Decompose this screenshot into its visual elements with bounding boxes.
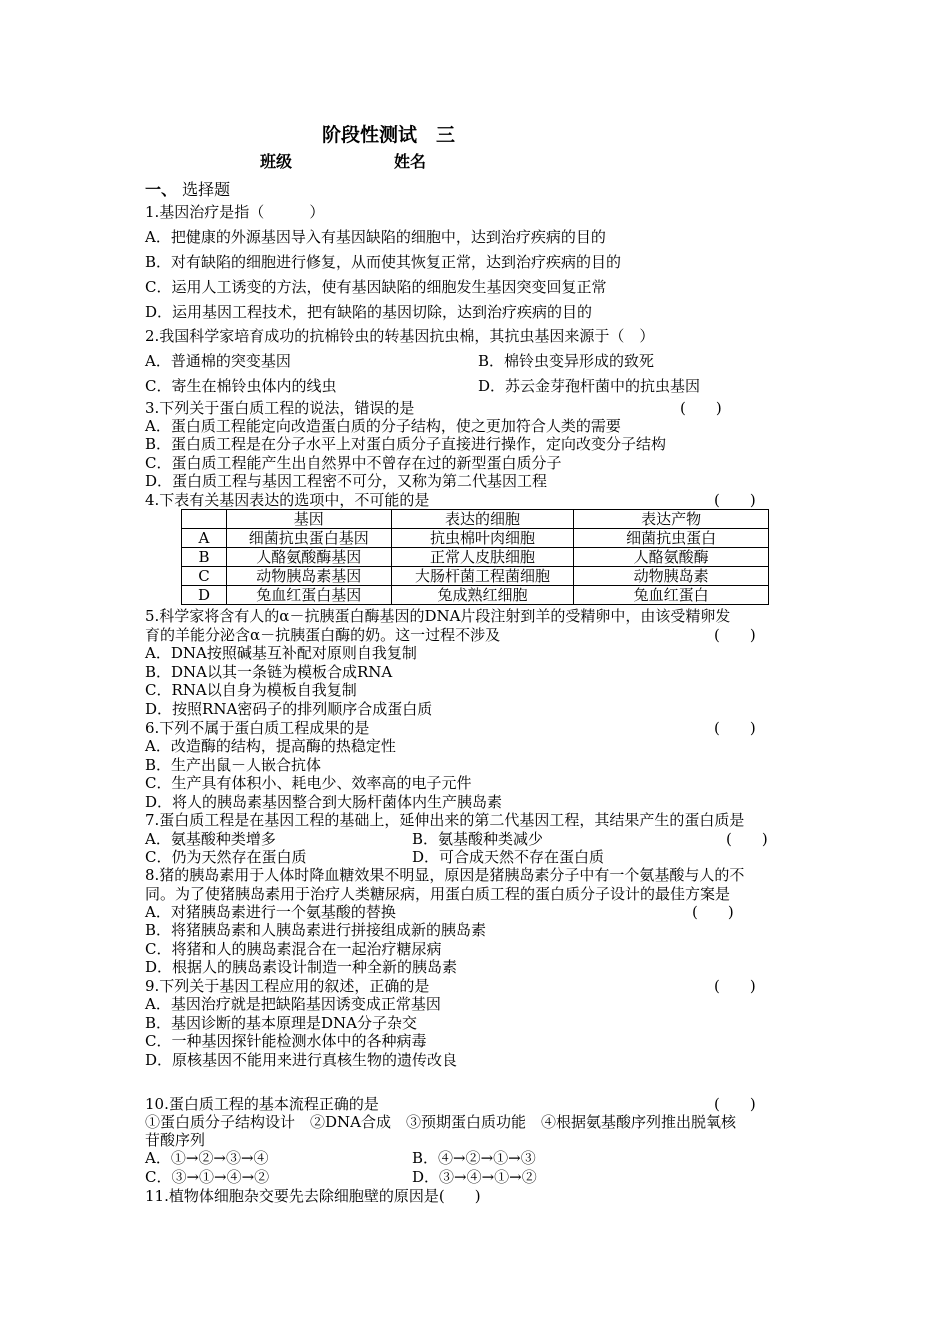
- q1-stem: 1.基因治疗是指（ ）: [145, 203, 325, 221]
- table-cell: 兔血红蛋白: [574, 586, 769, 605]
- q1-option-b: B．对有缺陷的细胞进行修复，从而使其恢复正常，达到治疗疾病的目的: [145, 253, 622, 271]
- q10-option-a: A．①→②→③→④: [145, 1149, 269, 1167]
- q8-option-b: B．将猪胰岛素和人胰岛素进行拼接组成新的胰岛素: [145, 921, 487, 939]
- table-cell: D: [182, 586, 227, 605]
- q7-stem: 7.蛋白质工程是在基因工程的基础上，延伸出来的第二代基因工程，其结果产生的蛋白质是: [145, 811, 745, 829]
- q8-option-c: C．将猪和人的胰岛素混合在一起治疗糖尿病: [145, 940, 442, 958]
- table-cell: 细菌抗虫蛋白: [574, 529, 769, 548]
- q4-answer-paren: ( ): [714, 491, 756, 509]
- name-label: 姓名: [394, 152, 427, 171]
- q6-option-d: D．将人的胰岛素基因整合到大肠杆菌体内生产胰岛素: [145, 793, 503, 811]
- gene-expression-table: [181, 509, 769, 605]
- q2-option-c: C．寄生在棉铃虫体内的线虫: [145, 377, 337, 395]
- q2-option-b: B．棉铃虫变异形成的致死: [478, 352, 655, 370]
- q10-option-d: D．③→④→①→②: [412, 1168, 537, 1186]
- table-row: [182, 586, 769, 605]
- table-cell: 动物胰岛素: [574, 567, 769, 586]
- q6-answer-paren: ( ): [714, 719, 756, 737]
- table-cell: 兔血红蛋白基因: [226, 586, 391, 605]
- q9-option-b: B．基因诊断的基本原理是DNA分子杂交: [145, 1014, 418, 1032]
- q5-option-a: A．DNA按照碱基互补配对原则自我复制: [145, 644, 417, 662]
- table-row: [182, 548, 769, 567]
- q10-option-b: B．④→②→①→③: [412, 1149, 536, 1167]
- table-cell: 大肠杆菌工程菌细胞: [391, 567, 574, 586]
- q8-option-d: D．根据人的胰岛素设计制造一种全新的胰岛素: [145, 958, 458, 976]
- table-header-cell: 表达的细胞: [391, 510, 574, 529]
- q1-option-d: D．运用基因工程技术，把有缺陷的基因切除，达到治疗疾病的目的: [145, 303, 593, 321]
- q7-option-d: D．可合成天然不存在蛋白质: [412, 848, 605, 866]
- q2-option-d: D．苏云金芽孢杆菌中的抗虫基因: [478, 377, 701, 395]
- q3-stem: 3.下列关于蛋白质工程的说法，错误的是: [145, 399, 415, 417]
- q3-option-b: B．蛋白质工程是在分子水平上对蛋白质分子直接进行操作，定向改变分子结构: [145, 435, 667, 453]
- q3-option-a: A．蛋白质工程能定向改造蛋白质的分子结构，使之更加符合人类的需要: [145, 417, 621, 435]
- section-heading: [145, 180, 230, 199]
- table-cell: 人酪氨酸酶: [574, 548, 769, 567]
- table-cell: 动物胰岛素基因: [226, 567, 391, 586]
- q7-option-c: C．仍为天然存在蛋白质: [145, 848, 307, 866]
- q4-stem: 4.下表有关基因表达的选项中，不可能的是: [145, 491, 430, 509]
- table-cell: 正常人皮肤细胞: [391, 548, 574, 567]
- page-title: 阶段性测试 三: [322, 124, 456, 146]
- q8-stem-line1: 8.猪的胰岛素用于人体时降血糖效果不明显，原因是猪胰岛素分子中有一个氨基酸与人的不: [145, 866, 745, 884]
- q7-answer-paren: ( ): [726, 830, 768, 848]
- q10-steps-line2: 苷酸序列: [145, 1131, 206, 1149]
- q1-option-a: A．把健康的外源基因导入有基因缺陷的细胞中，达到治疗疾病的目的: [145, 228, 606, 246]
- q5-stem-line2: 育的羊能分泌含α－抗胰蛋白酶的奶。这一过程不涉及: [145, 626, 501, 644]
- table-header-cell: 基因: [226, 510, 391, 529]
- table-header-cell: 表达产物: [574, 510, 769, 529]
- table-row: [182, 529, 769, 548]
- q5-option-c: C．RNA以自身为模板自我复制: [145, 681, 357, 699]
- q10-steps-line1: ①蛋白质分子结构设计 ②DNA合成 ③预期蛋白质功能 ④根据氨基酸序列推出脱氧核: [145, 1113, 736, 1131]
- q9-option-a: A．基因治疗就是把缺陷基因诱变成正常基因: [145, 995, 441, 1013]
- q8-option-a: A．对猪胰岛素进行一个氨基酸的替换: [145, 903, 396, 921]
- q5-stem-line1: 5.科学家将含有人的α－抗胰蛋白酶基因的DNA片段注射到羊的受精卵中，由该受精卵发: [145, 607, 731, 625]
- q5-option-d: D．按照RNA密码子的排列顺序合成蛋白质: [145, 700, 433, 718]
- q8-stem-line2: 同。为了使猪胰岛素用于治疗人类糖尿病，用蛋白质工程的蛋白质分子设计的最佳方案是: [145, 885, 731, 903]
- q3-option-d: D．蛋白质工程与基因工程密不可分，又称为第二代基因工程: [145, 472, 548, 490]
- q10-answer-paren: ( ): [714, 1095, 756, 1113]
- q1-option-c: C．运用人工诱变的方法，使有基因缺陷的细胞发生基因突变回复正常: [145, 278, 607, 296]
- table-row: [182, 567, 769, 586]
- q10-option-c: C．③→①→④→②: [145, 1168, 270, 1186]
- table-cell: C: [182, 567, 227, 586]
- q9-option-d: D．原核基因不能用来进行真核生物的遗传改良: [145, 1051, 458, 1069]
- table-cell: B: [182, 548, 227, 567]
- q9-stem: 9.下列关于基因工程应用的叙述，正确的是: [145, 977, 430, 995]
- q6-option-a: A．改造酶的结构，提高酶的热稳定性: [145, 737, 396, 755]
- section-label: 选择题: [182, 180, 231, 199]
- q10-stem: 10.蛋白质工程的基本流程正确的是: [145, 1095, 379, 1113]
- q9-answer-paren: ( ): [714, 977, 756, 995]
- q7-option-b: B．氨基酸种类减少: [412, 830, 544, 848]
- q6-stem: 6.下列不属于蛋白质工程成果的是: [145, 719, 370, 737]
- q8-answer-paren: ( ): [692, 903, 734, 921]
- class-label: 班级: [260, 152, 293, 171]
- table-cell: 抗虫棉叶肉细胞: [391, 529, 574, 548]
- q11-stem: 11.植物体细胞杂交要先去除细胞壁的原因是( ): [145, 1187, 481, 1205]
- q9-option-c: C．一种基因探针能检测水体中的各种病毒: [145, 1032, 427, 1050]
- table-cell: 人酪氨酸酶基因: [226, 548, 391, 567]
- table-header-cell: [182, 510, 227, 529]
- q7-option-a: A．氨基酸种类增多: [145, 830, 276, 848]
- q2-stem: 2.我国科学家培育成功的抗棉铃虫的转基因抗虫棉，其抗虫基因来源于（ ）: [145, 327, 655, 345]
- q3-option-c: C．蛋白质工程能产生出自然界中不曾存在过的新型蛋白质分子: [145, 454, 562, 472]
- q6-option-c: C．生产具有体积小、耗电少、效率高的电子元件: [145, 774, 472, 792]
- q3-answer-paren: ( ): [680, 399, 722, 417]
- q5-option-b: B．DNA以其一条链为模板合成RNA: [145, 663, 393, 681]
- q5-answer-paren: ( ): [714, 626, 756, 644]
- table-header-row: [182, 510, 769, 529]
- q2-option-a: A．普通棉的突变基因: [145, 352, 291, 370]
- table-cell: 细菌抗虫蛋白基因: [226, 529, 391, 548]
- table-cell: 兔成熟红细胞: [391, 586, 574, 605]
- table-cell: A: [182, 529, 227, 548]
- section-number: 一、: [145, 180, 178, 199]
- q6-option-b: B．生产出鼠－人嵌合抗体: [145, 756, 322, 774]
